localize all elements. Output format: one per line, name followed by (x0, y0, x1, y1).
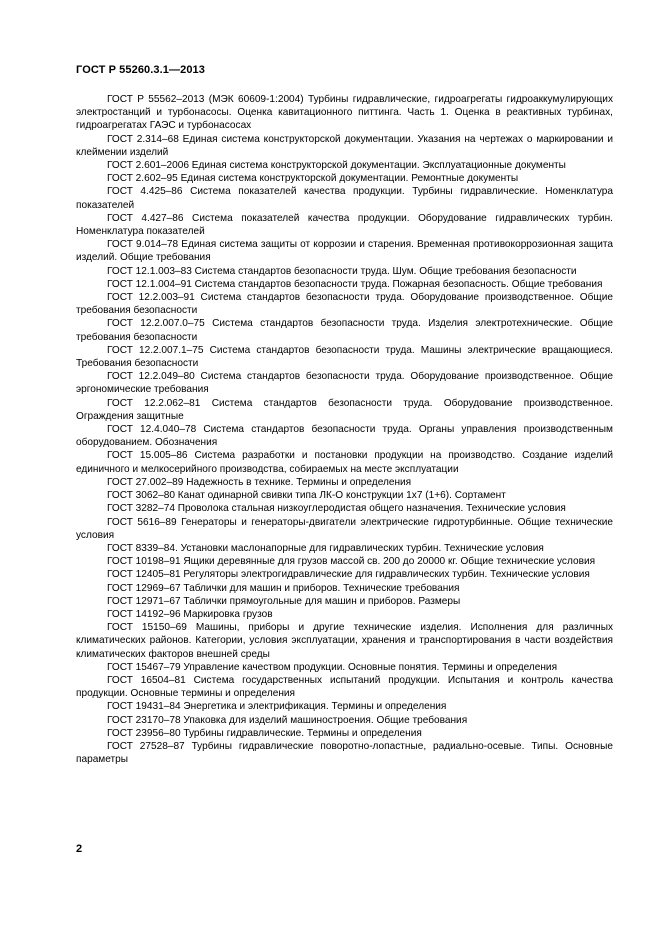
reference-entry: ГОСТ 9.014–78 Единая система защиты от коррозии и старения. Временная противокоррозионная защита изделий. Общие требования (76, 239, 613, 264)
reference-entry: ГОСТ Р 55562–2013 (МЭК 60609-1:2004) Турбины гидравлические, гидроагрегаты гидроаккумулирующих электростанций и турбонасосы. Оценка кавитационного питтинга. Часть 1. Оценка в реактивных турбинах, гидроагрегатах ГАЭС и турбонасосах (76, 94, 613, 132)
reference-entry: ГОСТ 12.2.007.0–75 Система стандартов безопасности труда. Изделия электротехнические. Общие требования безопасности (76, 318, 613, 343)
reference-entry: ГОСТ 4.425–86 Система показателей качества продукции. Турбины гидравлические. Номенклатура показателей (76, 186, 613, 211)
reference-entry: ГОСТ 10198–91 Ящики деревянные для грузов массой св. 200 до 20000 кг. Общие технические условия (107, 556, 596, 568)
reference-entry: ГОСТ 12971–67 Таблички прямоугольные для машин и приборов. Размеры (107, 595, 461, 607)
reference-entry: ГОСТ 3282–74 Проволока стальная низкоуглеродистая общего назначения. Технические условия (107, 503, 566, 515)
reference-entry: ГОСТ 2.601–2006 Единая система конструкторской документации. Эксплуатационные документы (107, 160, 566, 172)
reference-entry: ГОСТ 19431–84 Энергетика и электрификация. Термины и определения (107, 701, 447, 713)
reference-entry: ГОСТ 4.427–86 Система показателей качества продукции. Оборудование гидравлических турбин. Номенклатура показателей (76, 212, 613, 238)
reference-entry: ГОСТ 8339–84. Установки маслонапорные для гидравлических турбин. Технические условия (107, 542, 544, 554)
normative-references-list (76, 93, 613, 766)
reference-entry: ГОСТ 12.2.007.1–75 Система стандартов безопасности труда. Машины электрические вращающиеся. Требования безопасности (76, 344, 613, 370)
reference-entry: ГОСТ 12405–81 Регуляторы электрогидравлические для гидравлических турбин. Технические условия (107, 569, 590, 581)
reference-entry: ГОСТ 2.602–95 Единая система конструкторской документации. Ремонтные документы (107, 173, 519, 185)
reference-entry: ГОСТ 12.2.062–81 Система стандартов безопасности труда. Оборудование производственное. Ограждения защитные (76, 397, 613, 422)
reference-entry: ГОСТ 15467–79 Управление качеством продукции. Основные понятия. Термины и определения (107, 661, 558, 673)
reference-entry: ГОСТ 27.002–89 Надежность в технике. Термины и определения (107, 476, 412, 488)
document-header: ГОСТ Р 55260.3.1—2013 (76, 64, 205, 76)
reference-entry: ГОСТ 15.005–86 Система разработки и постановки продукции на производство. Создание изделий единичного и мелкосерийного производства, собираемых на месте эксплуатации (76, 450, 613, 475)
reference-entry: ГОСТ 23170–78 Упаковка для изделий машиностроения. Общие требования (107, 714, 468, 726)
reference-entry: ГОСТ 12969–67 Таблички для машин и приборов. Технические требования (107, 582, 460, 594)
reference-entry: ГОСТ 2.314–68 Единая система конструкторской документации. Указания на чертежах о маркировании и клеймении изделий (76, 133, 613, 158)
reference-entry: ГОСТ 12.4.040–78 Система стандартов безопасности труда. Органы управления производственным оборудованием. Обозначения (76, 424, 613, 449)
reference-entry: ГОСТ 23956–80 Турбины гидравлические. Термины и определения (107, 727, 422, 739)
reference-entry: ГОСТ 12.2.003–91 Система стандартов безопасности труда. Оборудование производственное. Общие требования безопасности (76, 292, 613, 317)
reference-entry: ГОСТ 12.1.004–91 Система стандартов безопасности труда. Пожарная безопасность. Общие требования (107, 278, 603, 290)
reference-entry: ГОСТ 27528–87 Турбины гидравлические поворотно-лопастные, радиально-осевые. Типы. Основные параметры (76, 740, 613, 766)
page-number: 2 (76, 843, 83, 855)
reference-entry: ГОСТ 12.1.003–83 Система стандартов безопасности труда. Шум. Общие требования безопасности (107, 265, 577, 277)
reference-entry: ГОСТ 12.2.049–80 Система стандартов безопасности труда. Оборудование производственное. Общие эргономические требования (76, 371, 613, 396)
reference-entry: ГОСТ 14192–96 Маркировка грузов (107, 608, 273, 620)
reference-entry: ГОСТ 15150–69 Машины, приборы и другие технические изделия. Исполнения для различных климатических районов. Категории, условия эксплуатации, хранения и транспортирования в части воздействия климатических факторов внешней среды (76, 622, 613, 660)
reference-entry: ГОСТ 16504–81 Система государственных испытаний продукции. Испытания и контроль качества продукции. Основные термины и определения (76, 674, 613, 700)
reference-entry: ГОСТ 3062–80 Канат одинарной свивки типа ЛК-О конструкции 1х7 (1+6). Сортамент (107, 490, 506, 502)
reference-entry: ГОСТ 5616–89 Генераторы и генераторы-двигатели электрические гидротурбинные. Общие технические условия (76, 516, 613, 541)
